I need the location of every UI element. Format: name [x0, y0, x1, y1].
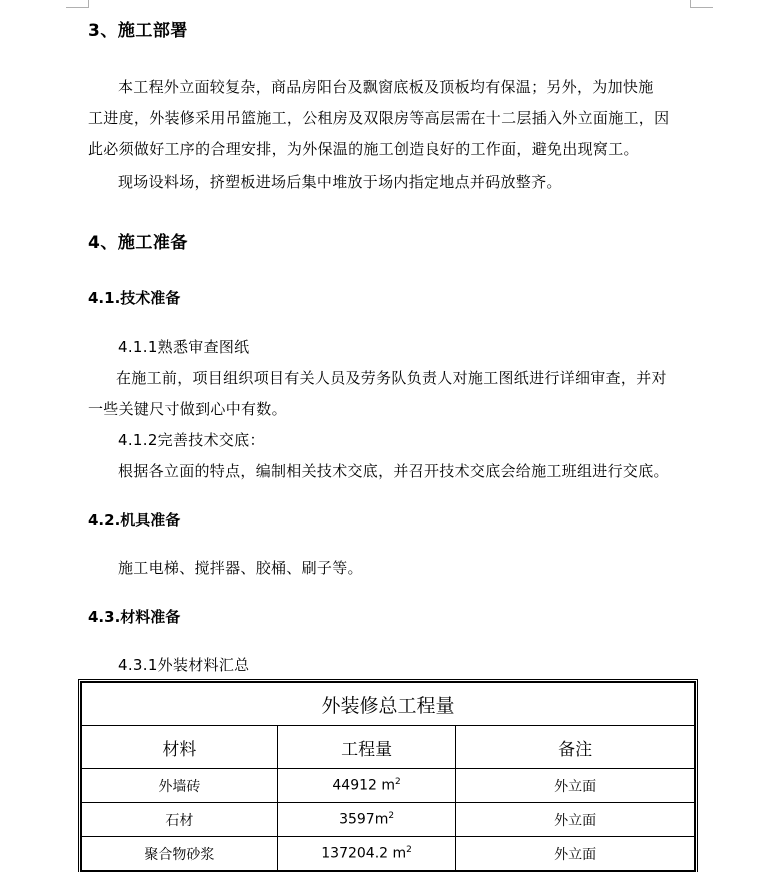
table-cell-note: 外立面	[456, 769, 695, 803]
quantity-value: 137204.2	[321, 845, 389, 862]
table-cell-note: 外立面	[456, 803, 695, 837]
table-cell-note: 外立面	[456, 837, 695, 872]
section-3-paragraph-line-2: 工进度，外装修采用吊篮施工，公租房及双限房等高层需在十二层插入外立面施工，因	[88, 109, 670, 127]
table-cell-material: 石材	[81, 803, 277, 837]
table-row	[81, 837, 695, 872]
section-4-1-1-line-2: 一些关键尺寸做到心中有数。	[88, 400, 287, 418]
section-4-1-2-line-1: 根据各立面的特点，编制相关技术交底，并召开技术交底会给施工班组进行交底。	[118, 462, 669, 480]
section-4-2-line: 施工电梯、搅拌器、胶桶、刷子等。	[118, 559, 363, 577]
table-cell-material: 聚合物砂浆	[81, 837, 277, 872]
table-row	[81, 769, 695, 803]
section-4-3-1-title: 4.3.1外装材料汇总	[118, 656, 250, 674]
table-cell-quantity	[277, 837, 456, 872]
page-corner-mark-right	[690, 0, 713, 8]
section-4-2-heading: 4.2.机具准备	[88, 511, 181, 529]
materials-table	[80, 681, 696, 872]
section-3-paragraph-line-1: 本工程外立面较复杂，商品房阳台及飘窗底板及顶板均有保温；另外，为加快施	[118, 78, 654, 96]
page-corner-mark-left	[66, 0, 89, 8]
quantity-unit-exponent: 2	[406, 845, 412, 856]
section-4-3-heading: 4.3.材料准备	[88, 608, 181, 626]
table-header-note: 备注	[456, 726, 695, 769]
section-4-1-2-title: 4.1.2完善技术交底：	[118, 431, 265, 449]
section-4-1-heading: 4.1.技术准备	[88, 289, 181, 307]
table-cell-quantity	[277, 803, 456, 837]
quantity-unit: m	[381, 777, 396, 794]
section-4-1-1-line-1: 在施工前，项目组织项目有关人员及劳务队负责人对施工图纸进行详细审查，并对	[116, 369, 667, 387]
table-cell-material: 外墙砖	[81, 769, 277, 803]
table-cell-quantity	[277, 769, 456, 803]
quantity-unit-exponent: 2	[395, 777, 401, 788]
table-title: 外装修总工程量	[81, 682, 695, 726]
table-row	[81, 803, 695, 837]
section-3-paragraph-line-3: 此必须做好工序的合理安排，为外保温的施工创造良好的工作面，避免出现窝工。	[88, 140, 639, 158]
table-header-quantity: 工程量	[277, 726, 456, 769]
section-3-heading: 3、施工部署	[88, 21, 188, 41]
section-4-heading: 4、施工准备	[88, 233, 188, 253]
quantity-value: 3597	[339, 811, 375, 828]
section-4-1-1-title: 4.1.1熟悉审查图纸	[118, 338, 250, 356]
quantity-unit: m	[392, 845, 407, 862]
table-header-material: 材料	[81, 726, 277, 769]
quantity-unit-exponent: 2	[388, 811, 395, 822]
quantity-unit: m	[374, 811, 389, 828]
section-3-paragraph-line-4: 现场设料场，挤塑板进场后集中堆放于场内指定地点并码放整齐。	[118, 173, 562, 191]
quantity-value: 44912	[332, 777, 377, 794]
